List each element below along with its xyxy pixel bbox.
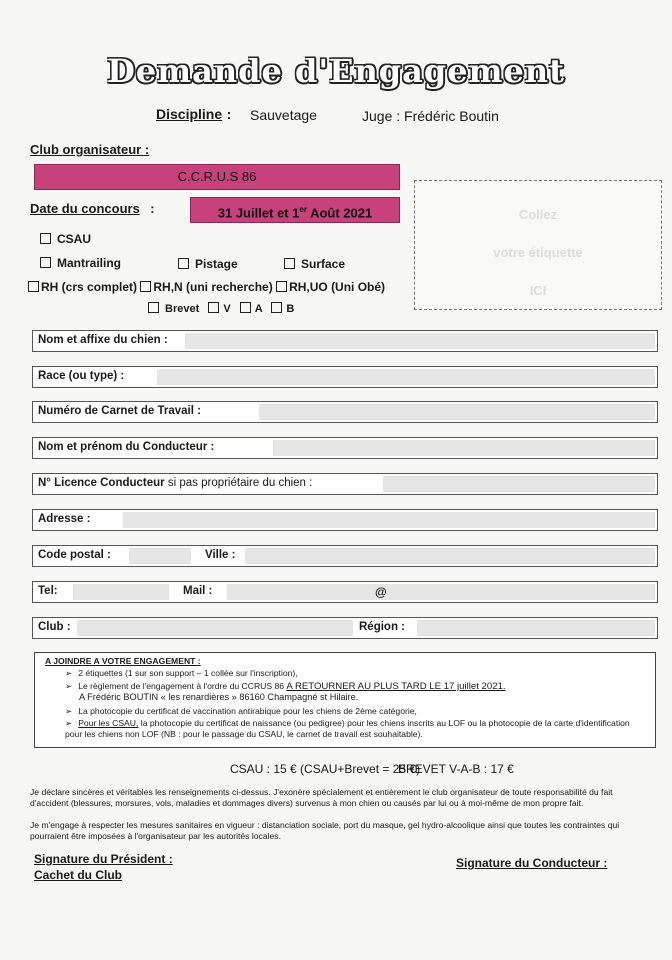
code-postal-label: Code postal : [38, 549, 111, 561]
checkbox-v[interactable] [208, 302, 219, 313]
club-organisateur-field [34, 164, 400, 190]
ville-input[interactable] [245, 548, 655, 564]
checkbox-surface[interactable] [284, 258, 295, 269]
club-organisateur-value: C.C.R.U.S 86 [177, 169, 257, 184]
declaration-1: Je déclare sincères et véritables les renseignements ci-dessus. J'exonère spécialement et entièrement le club organisateur de toute responsabilité du fait d'accident (blessures, morsures, vols, maladies et dommages divers) survenus à mon chien ou causés par lui ou à moi-même de mon propre fait. [30, 787, 613, 808]
row-carnet[interactable] [32, 401, 658, 423]
price-brevet: BREVET V-A-B : 17 € [398, 762, 514, 776]
joindre-box [34, 652, 656, 748]
option-rh-line[interactable]: RH (crs complet) RH,N (uni recherche) RH,UO (Uni Obé) [28, 280, 385, 294]
carnet-label: Numéro de Carnet de Travail : [38, 405, 201, 417]
sticker-line1: Collez [518, 207, 558, 222]
cachet-club-label: Cachet du Club [34, 868, 123, 882]
race-input[interactable] [157, 369, 655, 385]
checkbox-brevet[interactable] [148, 302, 159, 313]
date-field [190, 197, 400, 223]
sticker-line3: ICI [529, 283, 547, 298]
option-mantrailing[interactable]: Mantrailing [40, 256, 121, 270]
declaration-2: Je m'engage à respecter les mesures sanitaires en vigueur : distanciation sociale, port du masque, gel hydro-alcoolique ainsi que toutes les contraintes qui pourraient être imposées à l'organisateur par les autorités locales. [30, 820, 620, 841]
tel-input[interactable] [73, 584, 169, 600]
adresse-input[interactable] [123, 512, 655, 528]
checkbox-a[interactable] [240, 302, 251, 313]
joindre-item-4: ➢ Pour les CSAU, la photocopie du certificat de naissance (ou pedigree) pour les chiens inscrits au LOF ou la photocopie de la carte d'identification pour les chiens non LOF (NB : pour le passage du CSAU, le carnet de travail est souhaitable). [65, 718, 630, 739]
discipline-value: Sauvetage [250, 107, 317, 123]
licence-input[interactable] [383, 476, 655, 492]
region-input[interactable] [417, 620, 655, 636]
row-licence[interactable] [32, 473, 658, 495]
discipline-line [156, 106, 231, 124]
code-postal-input[interactable] [129, 548, 191, 564]
checkbox-csau[interactable] [40, 233, 51, 244]
checkbox-pistage[interactable] [178, 258, 189, 269]
row-race[interactable] [32, 366, 658, 388]
row-code-postal-ville[interactable] [32, 545, 658, 567]
at-sign: @ [375, 585, 387, 599]
club-input[interactable] [77, 620, 353, 636]
row-club-region[interactable] [32, 617, 658, 639]
nom-chien-input[interactable] [185, 333, 655, 349]
date-label-line [30, 200, 155, 218]
mail-input[interactable] [227, 584, 655, 600]
club-label: Club : [38, 621, 71, 633]
row-conducteur[interactable] [32, 437, 658, 459]
discipline-label: Discipline [156, 106, 223, 122]
option-pistage[interactable]: Pistage [178, 257, 238, 271]
date-value: 31 Juillet et 1er Août 2021 [217, 205, 373, 221]
checkbox-mantrailing[interactable] [40, 257, 51, 268]
conducteur-input[interactable] [273, 440, 655, 456]
form-title: Demande d'Engagement [107, 52, 565, 90]
nom-chien-label: Nom et affixe du chien : [38, 334, 168, 346]
joindre-item-3: ➢ La photocopie du certificat de vaccination antirabique pour les chiens de 2ème catégorie, [65, 706, 417, 716]
region-label: Région : [359, 621, 405, 633]
joindre-heading: A JOINDRE A VOTRE ENGAGEMENT : [45, 656, 201, 666]
checkbox-rh[interactable] [28, 281, 39, 292]
mail-label: Mail : [183, 585, 213, 597]
discipline-colon: : [226, 106, 232, 122]
option-csau[interactable]: CSAU [40, 232, 91, 246]
checkbox-rhn[interactable] [140, 281, 151, 292]
signature-president-label: Signature du Président : [34, 852, 173, 866]
judge-text: Juge : Frédéric Boutin [362, 108, 499, 124]
joindre-item-2: ➢ Le règlement de l'engagement à l'ordre du CCRUS 86 A RETOURNER AU PLUS TARD LE 17 juillet 2021. A Frédéric BOUTIN « les renardières » 86160 Champagné st Hilaire. [65, 681, 506, 702]
carnet-input[interactable] [259, 404, 655, 420]
option-brevet-line[interactable]: Brevet V A B [148, 302, 294, 315]
club-organisateur-label: Club organisateur : [30, 142, 150, 157]
checkbox-b[interactable] [271, 302, 282, 313]
ville-label: Ville : [205, 549, 236, 561]
sticker-line2: votre étiquette [493, 245, 583, 260]
joindre-item-1: ➢ 2 étiquettes (1 sur son support – 1 collée sur l'inscription), [65, 668, 298, 678]
row-adresse[interactable] [32, 509, 658, 531]
row-nom-chien[interactable] [32, 330, 658, 352]
conducteur-label: Nom et prénom du Conducteur : [38, 441, 215, 453]
licence-label: N° Licence Conducteur si pas propriétaire du chien : [38, 477, 313, 489]
tel-label: Tel: [38, 585, 58, 597]
race-label: Race (ou type) : [38, 370, 125, 382]
sticker-area [414, 180, 662, 310]
date-label: Date du concours [30, 201, 140, 216]
price-csau: CSAU : 15 € (CSAU+Brevet = 25 €) [230, 762, 421, 776]
option-surface[interactable]: Surface [284, 257, 345, 271]
adresse-label: Adresse : [38, 513, 91, 525]
signature-conducteur-label: Signature du Conducteur : [456, 856, 608, 870]
checkbox-rhuo[interactable] [276, 281, 287, 292]
row-tel-mail[interactable] [32, 581, 658, 603]
date-colon: : [150, 201, 155, 216]
